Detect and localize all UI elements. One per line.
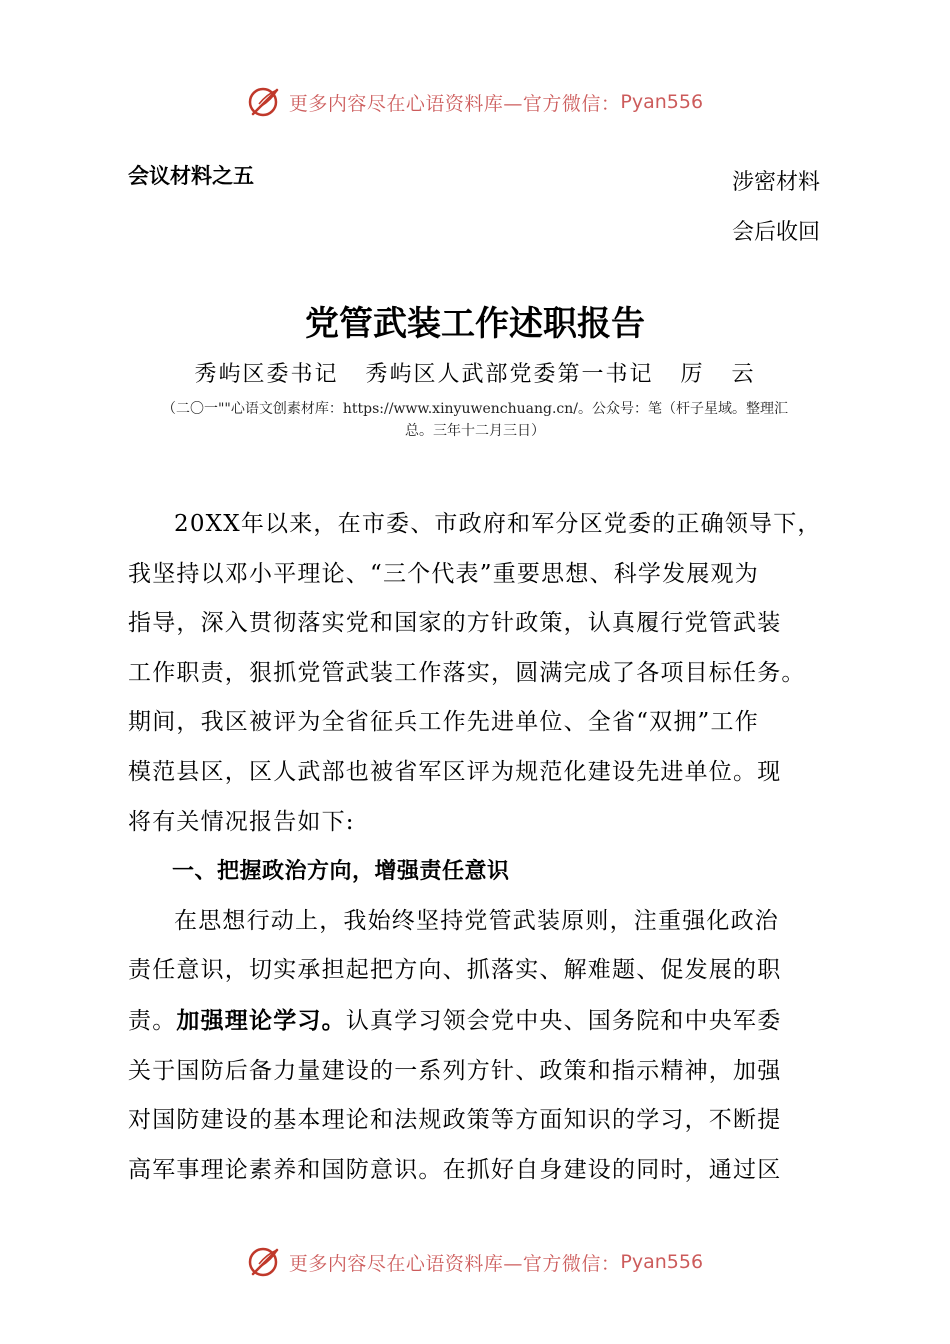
date-note-line-2: 总。三年十二月三日） (405, 423, 545, 439)
bold-lead-in: 加强理论学习。 (176, 1006, 346, 1034)
section-heading-1: 一、把握政治方向，增强责任意识 (172, 859, 510, 885)
quill-logo-icon (247, 84, 283, 120)
banner-text: 更多内容尽在心语资料库—官方微信： (288, 1252, 621, 1275)
series-label: 会议材料之五 (128, 163, 254, 188)
classification-block (732, 158, 820, 258)
text-line: 将有关情况报告如下: (128, 808, 355, 835)
paragraph-intro (128, 500, 824, 847)
text-line: 工作职责，狠抓党管武装工作落实，圆满完成了各项目标任务。 (128, 659, 806, 686)
text-line-mixed (128, 996, 824, 1047)
text-line: 20XX年以来，在市委、市政府和军分区党委的正确领导下， (174, 511, 822, 537)
document-body (128, 500, 824, 1195)
classification-label: 涉密材料 (731, 170, 820, 195)
text-line: 我坚持以邓小平理论、“三个代表”重要思想、科学发展观为 (128, 560, 759, 587)
text-line: 指导，深入贯彻落实党和国家的方针政策，认真履行党管武装 (128, 610, 782, 637)
text-line: 期间，我区被评为全省征兵工作先进单位、全省“双拥”工作 (128, 709, 759, 736)
text-run: 责。 (128, 1007, 177, 1034)
text-line: 关于国防后备力量建设的一系列方针、政策和指示精神，加强 (128, 1057, 782, 1084)
date-note (128, 398, 822, 442)
text-line: 责任意识，切实承担起把方向、抓落实、解难题、促发展的职 (128, 957, 782, 984)
footer-banner (0, 1242, 950, 1282)
author-line: 秀屿区委书记 秀屿区人武部党委第一书记 厉 云 (194, 362, 756, 387)
text-line: 高军事理论素养和国防意识。在抓好自身建设的同时，通过区 (128, 1156, 782, 1183)
text-line: 对国防建设的基本理论和法规政策等方面知识的学习，不断提 (128, 1107, 782, 1134)
banner-contact: Pyan556 (620, 1251, 704, 1273)
text-line: 模范县区，区人武部也被省军区评为规范化建设先进单位。现 (128, 758, 782, 785)
quill-logo-icon (247, 1244, 283, 1280)
paragraph-section-1 (128, 897, 824, 1196)
handling-label: 会后收回 (731, 220, 820, 245)
text-line: 在思想行动上，我始终坚持党管武装原则，注重强化政治 (174, 907, 779, 934)
banner-text: 更多内容尽在心语资料库—官方微信： (288, 92, 621, 115)
header-banner (0, 82, 950, 122)
text-run: 认真学习领会党中央、国务院和中央军委 (345, 1007, 782, 1034)
document-title: 党管武装工作述职报告 (305, 304, 645, 344)
date-note-line-1: （二〇一""心语文创素材库：https://www.xinyuwenchuang.cn/。公众号：笔（杆子星域。整理汇 (161, 401, 788, 417)
banner-contact: Pyan556 (620, 91, 704, 113)
